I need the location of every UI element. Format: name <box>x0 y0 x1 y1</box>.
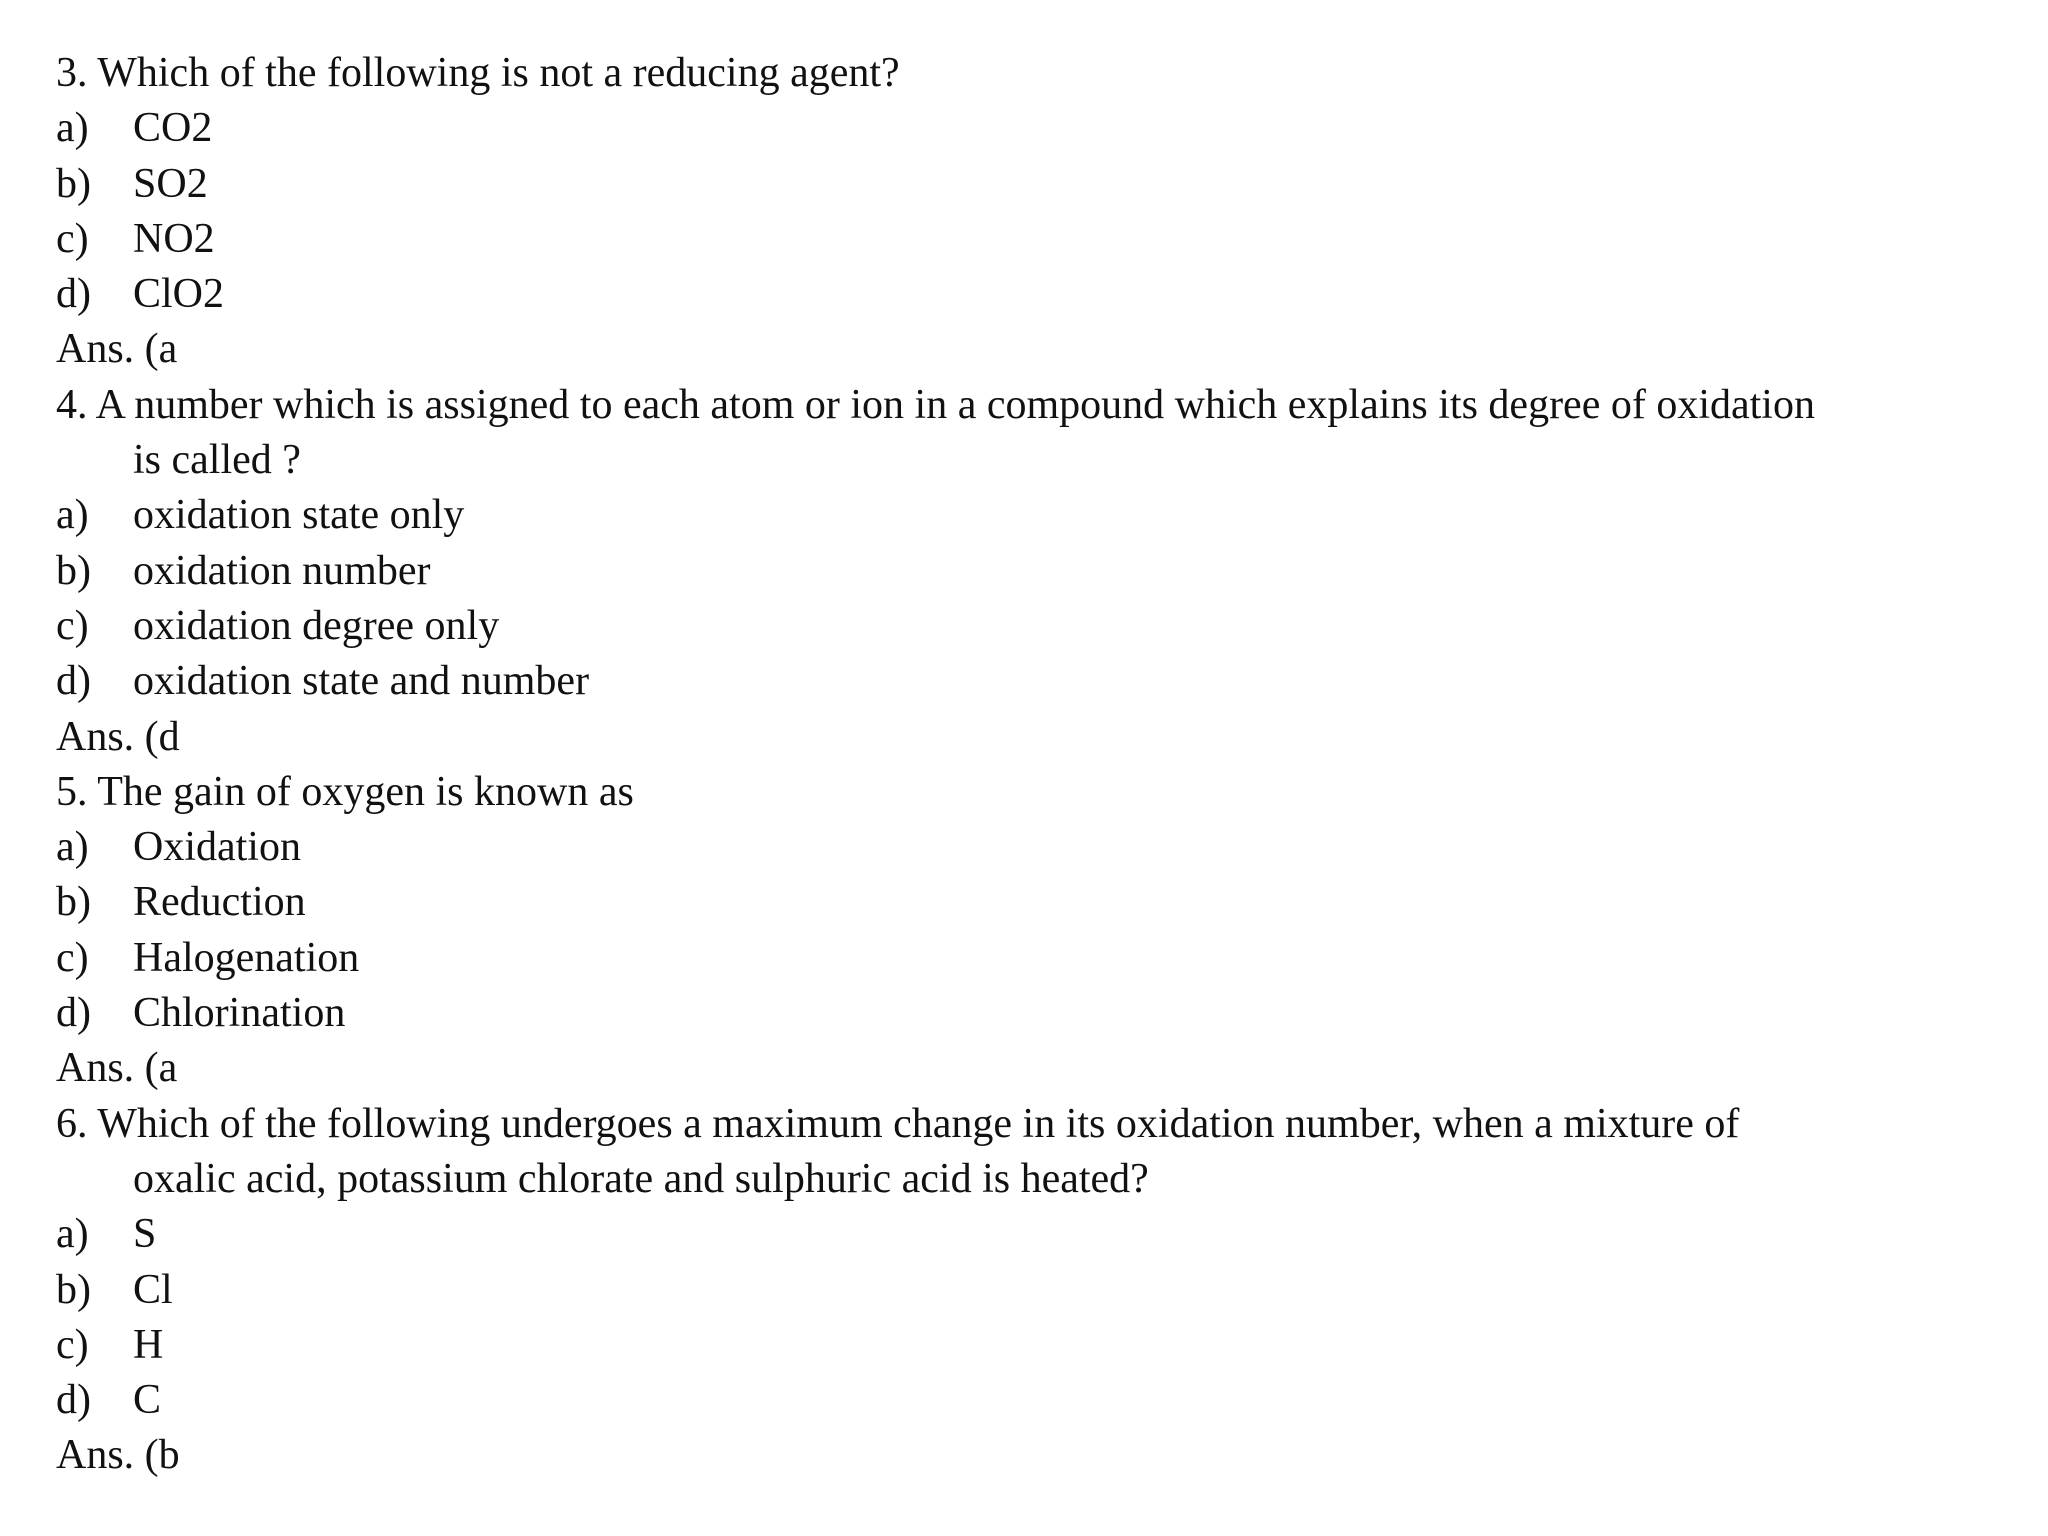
option-d <box>56 654 2016 709</box>
answer-line: Ans. (b <box>56 1432 180 1479</box>
option-text: SO2 <box>133 160 208 207</box>
option-text: Chlorination <box>133 990 346 1037</box>
option-text: Reduction <box>133 879 306 926</box>
question-5 <box>56 765 2016 1097</box>
option-letter: d) <box>56 271 91 318</box>
option-letter: d) <box>56 990 91 1037</box>
option-letter: d) <box>56 1377 91 1424</box>
option-b <box>56 544 2016 599</box>
question-text: 3. Which of the following is not a reducing agent? <box>56 50 900 96</box>
question-text: 4. A number which is assigned to each atom or ion in a compound which explains its degree of oxidation <box>56 381 1815 428</box>
option-text: CO2 <box>133 105 213 152</box>
option-c <box>56 599 2016 654</box>
option-b <box>56 1263 2016 1318</box>
option-letter: c) <box>56 602 89 649</box>
question-text: 6. Which of the following undergoes a maximum change in its oxidation number, when a mixture of <box>56 1100 1740 1147</box>
option-text: oxidation state and number <box>133 658 590 705</box>
option-letter: b) <box>56 160 91 207</box>
option-b <box>56 875 2016 930</box>
option-text: H <box>133 1321 164 1368</box>
option-text: ClO2 <box>133 271 225 318</box>
option-a <box>56 101 2016 156</box>
answer-line: Ans. (a <box>56 326 178 373</box>
option-a <box>56 488 2016 543</box>
option-letter: a) <box>56 105 89 152</box>
question-text-continued: is called ? <box>133 437 301 484</box>
option-c <box>56 212 2016 267</box>
question-6 <box>56 1097 2016 1484</box>
option-text: oxidation state only <box>133 492 465 539</box>
option-letter: c) <box>56 1321 89 1368</box>
option-c <box>56 1318 2016 1373</box>
option-letter: b) <box>56 547 91 594</box>
option-a <box>56 820 2016 875</box>
option-letter: a) <box>56 1211 89 1258</box>
option-c <box>56 931 2016 986</box>
answer-line: Ans. (d <box>56 713 180 760</box>
option-letter: d) <box>56 658 91 705</box>
option-text: Cl <box>133 1266 173 1313</box>
option-text: S <box>133 1211 157 1258</box>
option-d <box>56 986 2016 1041</box>
option-text: Oxidation <box>133 824 301 871</box>
option-text: C <box>133 1377 162 1424</box>
question-3 <box>56 46 2016 378</box>
option-b <box>56 157 2016 212</box>
option-letter: a) <box>56 824 89 871</box>
option-text: oxidation number <box>133 547 431 594</box>
document-page <box>56 46 2016 1484</box>
option-letter: c) <box>56 215 89 262</box>
option-letter: b) <box>56 1266 91 1313</box>
option-letter: b) <box>56 879 91 926</box>
option-text: Halogenation <box>133 934 360 981</box>
answer-line: Ans. (a <box>56 1045 178 1092</box>
question-text: 5. The gain of oxygen is known as <box>56 768 634 815</box>
option-letter: a) <box>56 492 89 539</box>
option-text: oxidation degree only <box>133 602 500 649</box>
option-d <box>56 1373 2016 1428</box>
option-d <box>56 267 2016 322</box>
option-letter: c) <box>56 934 89 981</box>
question-4 <box>56 378 2016 765</box>
question-text-continued: oxalic acid, potassium chlorate and sulphuric acid is heated? <box>133 1155 1149 1202</box>
option-a <box>56 1207 2016 1262</box>
option-text: NO2 <box>133 215 215 262</box>
